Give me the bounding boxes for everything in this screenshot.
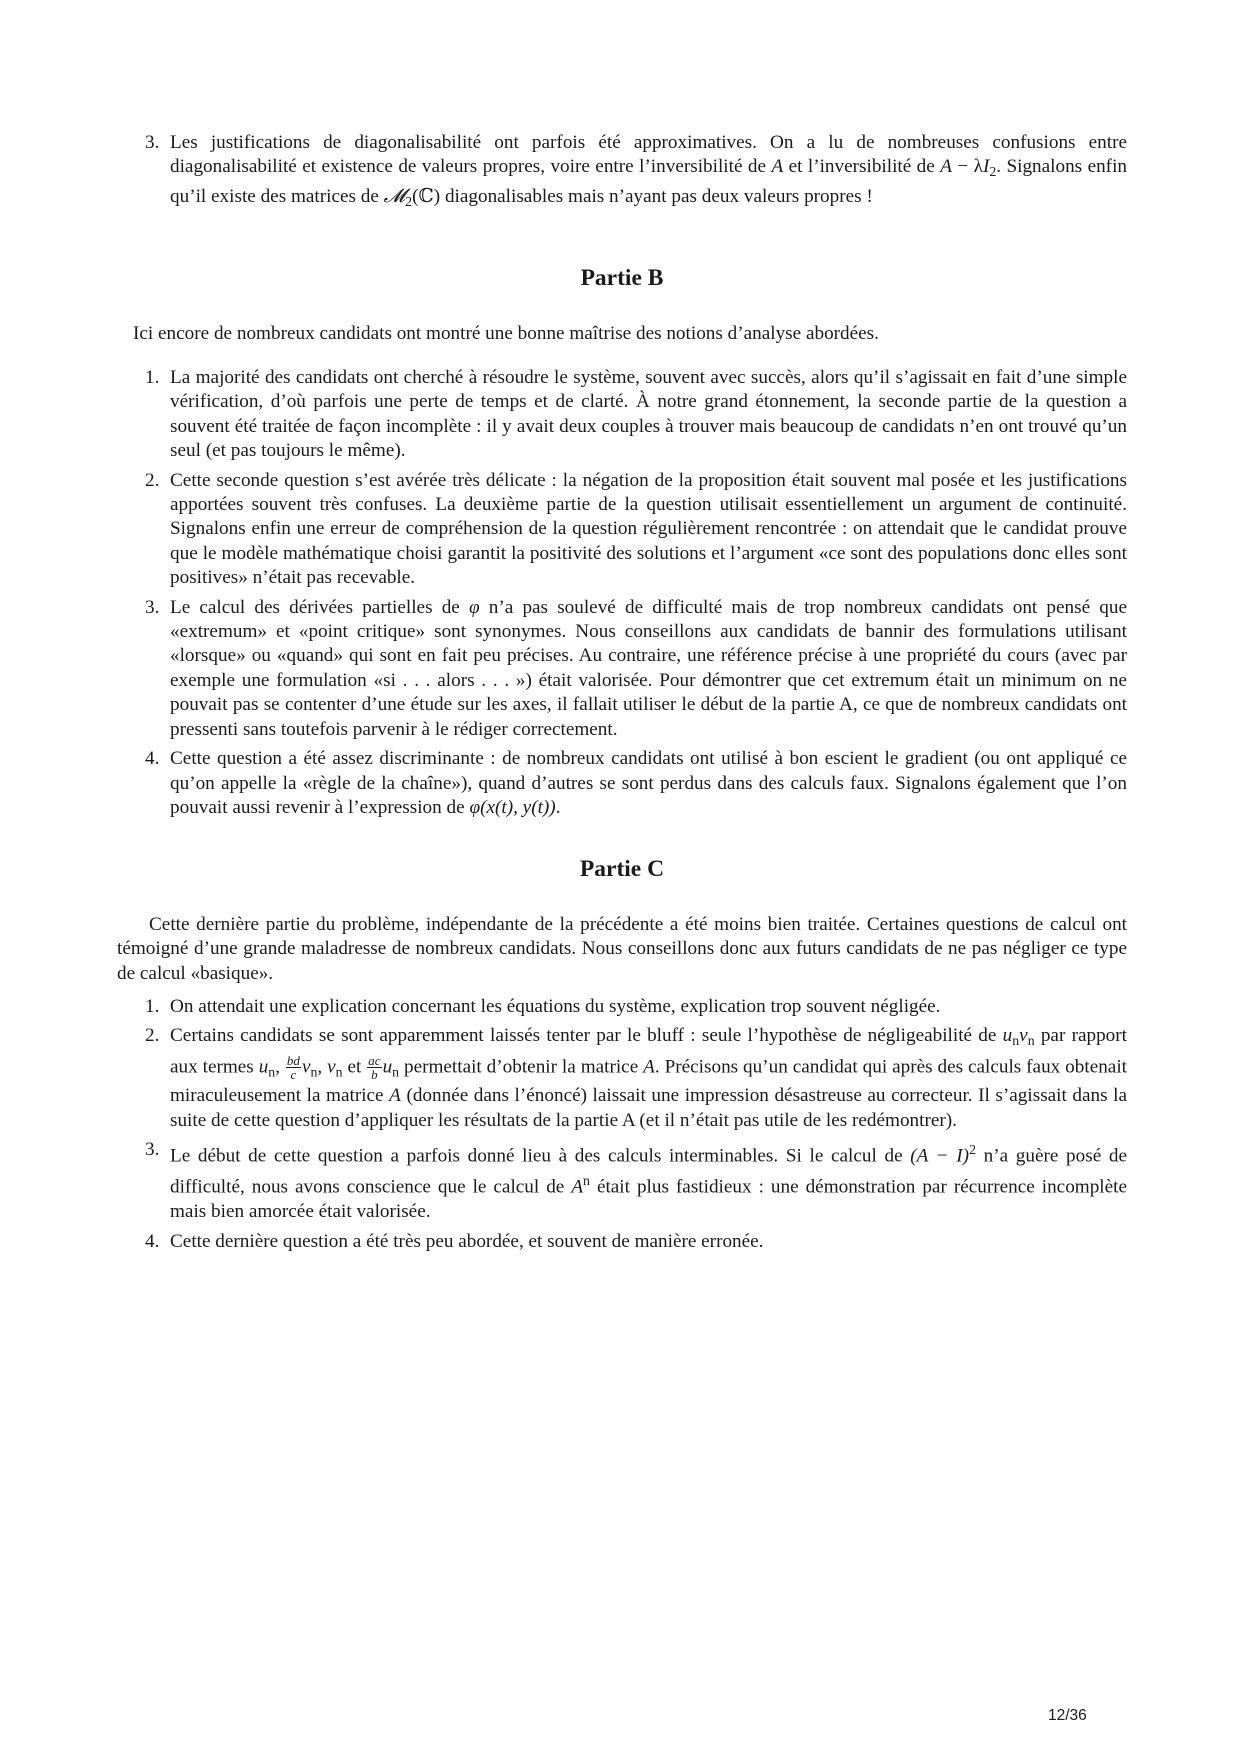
list-item: 4. Cette dernière question a été très peu abordée, et souvent de manière erronée. (145, 1230, 764, 1252)
partie-c-list (117, 995, 1127, 1254)
partie-c-intro: Cette dernière partie du problème, indépendante de la précédente a été moins bien traitée. Certaines questions de calcul ont témoigné d’une grande maladresse de nombreux candidats. Nous conseillons donc aux futurs candidats de ne pas négliger ce type de calcul «basique». (117, 914, 1127, 984)
list-item: 2. Cette seconde question s’est avérée très délicate : la négation de la proposition était souvent mal posée et les justifications apportées souvent très confuses. La deuxième partie de la question utilisait essentiellement un argument de continuité. Signalons enfin une erreur de compréhension de la question régulièrement rencontrée : on attendait que le candidat prouve que le modèle mathématique choisi garantit la positivité des solutions et l’argument «ce sont des populations donc elles sont positives» n’était pas recevable. (145, 469, 1127, 589)
list-item: 3. Les justifications de diagonalisabilité ont parfois été approximatives. On a lu de nombreuses confusions entre diagonalisabilité et existence de valeurs propres, voire entre l’inversibilité de A et l’inversibilité de $A - \lambda I_2$. Signalons enfin qu’il existe des matrices de 𝓜$_2$(ℂ) diagonalisables mais n’ayant pas deux valeurs propres ! (145, 132, 1127, 209)
list-item: 2. Certains candidats se sont apparemment laissés tenter par le bluff : seule l’hypothèse de négligeabilité de $u_nv_n$ par rapport aux termes $u_n$, $\frac{bd}{c}$ $v_n$, $v_n$ et $\frac{ac}{b}$ $u_n$ permettait d’obtenir la matrice A. Précisons qu’un candidat qui après des calculs faux obtenait miraculeusement la matrice A (donnée dans l’énoncé) laissait une impression désastreuse au correcteur. Il s’agissait dans la suite de cette question d’appliquer les résultats de la partie A (et il n’était pas utile de les redémontrer). (145, 1025, 1127, 1131)
list-item: 4. Cette question a été assez discriminante : de nombreux candidats ont utilisé à bon escient le gradient (ou ont appliqué ce qu’on appelle la «règle de la chaîne»), quand d’autres se sont perdus dans des calculs faux. Signalons également que l’on pouvait aussi revenir à l’expression de φ(x(t), y(t)). (145, 748, 1127, 818)
list-item: 1. La majorité des candidats ont cherché à résoudre le système, souvent avec succès, alors qu’il s’agissait en fait d’une simple vérification, d’où parfois une perte de temps et de clarté. À notre grand étonnement, la seconde partie de la question a souvent été traitée de façon incomplète : il y avait deux couples à trouver mais beaucoup de candidats n’en ont trouvé qu’un seul (et pas toujours le même). (145, 367, 1127, 462)
page-number: 12/36 (1048, 1707, 1087, 1724)
list-item: 3. Le début de cette question a parfois donné lieu à des calculs interminables. Si le calcul de $(A - I)^2$ n’a guère posé de difficulté, nous avons conscience que le calcul de $A^n$ était plus fastidieux : une démonstration par récurrence incomplète mais bien amorcée était valorisée. (145, 1139, 1127, 1223)
fraction-ac-over-b: $\frac{ac}{b}$ (368, 1052, 381, 1083)
section-heading-partie-c: Partie C (579, 856, 665, 882)
fraction-bd-over-c: $\frac{bd}{c}$ (286, 1052, 300, 1083)
list-item: 1. On attendait une explication concernant les équations du système, explication trop souvent négligée. (145, 996, 941, 1017)
section-heading-partie-b: Partie B (580, 265, 664, 291)
partie-b-list (117, 366, 1127, 820)
partie-a-list (117, 131, 1127, 214)
partie-b-intro: Ici encore de nombreux candidats ont montré une bonne maîtrise des notions d’analyse abordées. (133, 323, 879, 344)
list-item: 3. Le calcul des dérivées partielles de φ n’a pas soulevé de difficulté mais de trop nombreux candidats ont pensé que «extremum» et «point critique» sont synonymes. Nous conseillons aux candidats de bannir des formulations utilisant «lorsque» ou «quand» qui sont en fait peu précises. Au contraire, une référence précise à une propriété du cours (avec par exemple une formulation «si . . . alors . . . ») était valorisée. Pour démontrer que cet extremum était un minimum on ne pouvait pas se contenter d’une étude sur les axes, il fallait utiliser le début de la partie A, ce que de nombreux candidats ont pressenti sans toutefois parvenir à le rédiger correctement. (145, 596, 1127, 740)
